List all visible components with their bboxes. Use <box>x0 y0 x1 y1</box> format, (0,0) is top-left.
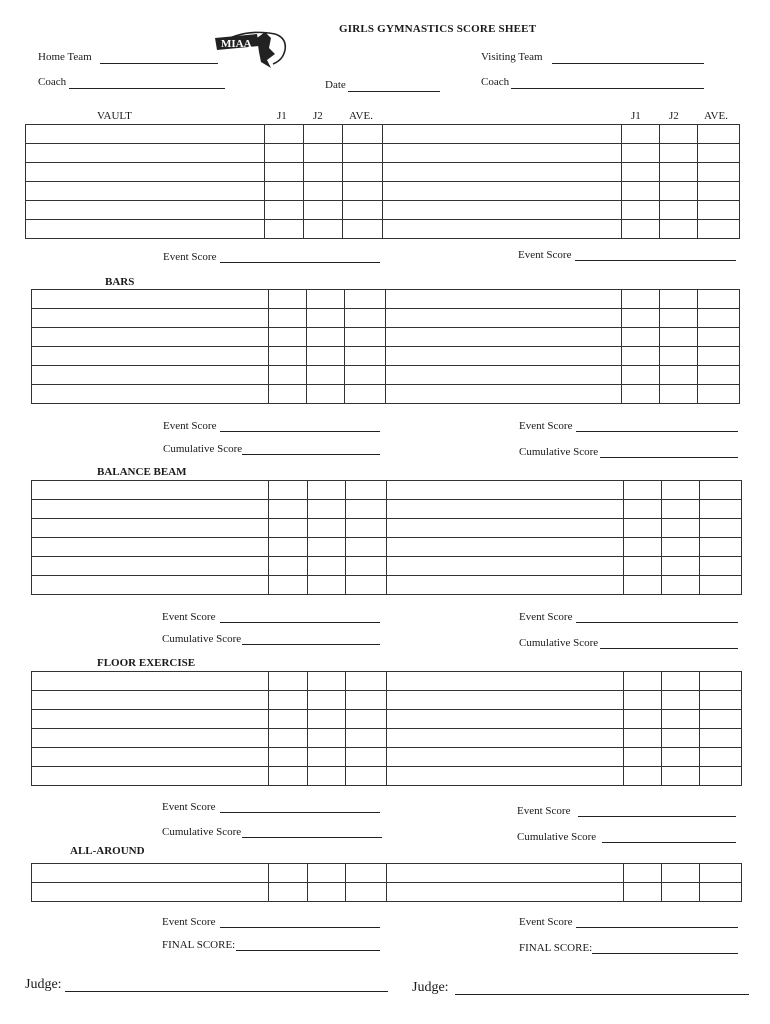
home-coach-label: Coach <box>38 76 67 88</box>
table-row <box>32 767 387 786</box>
table-row <box>32 500 387 519</box>
allaround-home-table[interactable] <box>31 863 387 902</box>
beam-home-cumulative-field[interactable] <box>242 644 380 645</box>
table-row <box>26 144 383 163</box>
allaround-visiting-event-score-label: Event Score <box>519 916 573 928</box>
bars-home-event-score-field[interactable] <box>220 431 380 432</box>
floor-visiting-event-score-field[interactable] <box>578 816 736 817</box>
table-row <box>387 710 742 729</box>
table-row <box>386 290 740 309</box>
floor-home-cumulative-field[interactable] <box>242 837 382 838</box>
bars-visiting-event-score-field[interactable] <box>576 431 738 432</box>
floor-visiting-cumulative-label: Cumulative Score <box>517 831 597 843</box>
visiting-coach-field[interactable] <box>511 88 704 89</box>
table-row <box>32 328 386 347</box>
col-ave-right: AVE. <box>704 110 728 122</box>
visiting-team-field[interactable] <box>552 63 704 64</box>
table-row <box>387 767 742 786</box>
table-row <box>32 557 387 576</box>
beam-visiting-cumulative-label: Cumulative Score <box>519 637 599 649</box>
allaround-home-event-score-label: Event Score <box>162 916 216 928</box>
table-row <box>26 163 383 182</box>
allaround-heading: ALL-AROUND <box>70 845 145 857</box>
allaround-visiting-table[interactable] <box>386 863 742 902</box>
vault-visiting-event-score-label: Event Score <box>518 249 572 261</box>
date-field[interactable] <box>348 91 440 92</box>
table-row <box>32 366 386 385</box>
beam-home-cumulative-label: Cumulative Score <box>162 633 242 645</box>
vault-heading: VAULT <box>97 110 132 122</box>
table-row <box>383 125 740 144</box>
beam-home-event-score-label: Event Score <box>162 611 216 623</box>
allaround-home-event-score-field[interactable] <box>220 927 380 928</box>
table-row <box>383 201 740 220</box>
judge-right-label: Judge: <box>412 980 449 995</box>
table-row <box>32 538 387 557</box>
table-row <box>383 182 740 201</box>
floor-visiting-cumulative-field[interactable] <box>602 842 736 843</box>
bars-visiting-table[interactable] <box>385 289 740 404</box>
table-row <box>386 347 740 366</box>
bars-visiting-cumulative-field[interactable] <box>600 457 738 458</box>
col-j1-left: J1 <box>277 110 287 122</box>
table-row <box>383 220 740 239</box>
date-label: Date <box>325 79 346 91</box>
beam-home-table[interactable] <box>31 480 387 595</box>
page-title: GIRLS GYMNASTICS SCORE SHEET <box>339 23 537 35</box>
home-coach-field[interactable] <box>69 88 225 89</box>
table-row <box>387 557 742 576</box>
floor-home-cumulative-label: Cumulative Score <box>162 826 242 838</box>
table-row <box>387 519 742 538</box>
home-team-field[interactable] <box>100 63 218 64</box>
beam-visiting-table[interactable] <box>386 480 742 595</box>
bars-home-event-score-label: Event Score <box>163 420 217 432</box>
table-row <box>387 691 742 710</box>
home-final-score-label: FINAL SCORE: <box>162 939 236 951</box>
floor-home-event-score-field[interactable] <box>220 812 380 813</box>
bars-visiting-event-score-label: Event Score <box>519 420 573 432</box>
table-row <box>387 576 742 595</box>
miaa-logo <box>213 24 291 74</box>
floor-visiting-event-score-label: Event Score <box>517 805 571 817</box>
beam-home-event-score-field[interactable] <box>220 622 380 623</box>
table-row <box>32 729 387 748</box>
allaround-visiting-event-score-field[interactable] <box>576 927 738 928</box>
judge-right-field[interactable] <box>455 994 749 995</box>
logo-text: MIAA <box>221 38 252 50</box>
table-row <box>387 729 742 748</box>
floor-visiting-table[interactable] <box>386 671 742 786</box>
vault-home-table[interactable] <box>25 124 383 239</box>
judge-left-label: Judge: <box>25 977 62 992</box>
beam-visiting-event-score-label: Event Score <box>519 611 573 623</box>
home-final-score-field[interactable] <box>236 950 380 951</box>
table-row <box>386 385 740 404</box>
visiting-team-label: Visiting Team <box>481 51 543 63</box>
bars-home-table[interactable] <box>31 289 386 404</box>
bars-home-cumulative-label: Cumulative Score <box>163 443 243 455</box>
table-row <box>26 201 383 220</box>
col-j2-right: J2 <box>669 110 679 122</box>
vault-visiting-table[interactable] <box>382 124 740 239</box>
table-row <box>32 481 387 500</box>
vault-visiting-event-score-field[interactable] <box>575 260 736 261</box>
bars-heading: BARS <box>105 276 135 288</box>
vault-home-event-score-field[interactable] <box>220 262 380 263</box>
table-row <box>32 883 387 902</box>
floor-heading: FLOOR EXERCISE <box>97 657 196 669</box>
table-row <box>32 576 387 595</box>
table-row <box>32 347 386 366</box>
table-row <box>383 144 740 163</box>
beam-visiting-event-score-field[interactable] <box>576 622 738 623</box>
table-row <box>32 864 387 883</box>
table-row <box>26 220 383 239</box>
beam-visiting-cumulative-field[interactable] <box>600 648 738 649</box>
table-row <box>383 163 740 182</box>
bars-visiting-cumulative-label: Cumulative Score <box>519 446 599 458</box>
table-row <box>32 290 386 309</box>
bars-home-cumulative-field[interactable] <box>242 454 380 455</box>
home-team-label: Home Team <box>38 51 92 63</box>
table-row <box>32 672 387 691</box>
table-row <box>387 481 742 500</box>
table-row <box>386 366 740 385</box>
floor-home-table[interactable] <box>31 671 387 786</box>
col-j1-right: J1 <box>631 110 641 122</box>
table-row <box>387 672 742 691</box>
table-row <box>32 748 387 767</box>
table-row <box>387 538 742 557</box>
table-row <box>387 864 742 883</box>
table-row <box>387 883 742 902</box>
table-row <box>32 519 387 538</box>
table-row <box>32 710 387 729</box>
table-row <box>386 328 740 347</box>
table-row <box>387 500 742 519</box>
table-row <box>26 125 383 144</box>
table-row <box>32 309 386 328</box>
visiting-final-score-field[interactable] <box>592 953 738 954</box>
visiting-coach-label: Coach <box>481 76 510 88</box>
visiting-final-score-label: FINAL SCORE: <box>519 942 593 954</box>
col-ave-left: AVE. <box>349 110 373 122</box>
col-j2-left: J2 <box>313 110 323 122</box>
judge-left-field[interactable] <box>65 991 388 992</box>
table-row <box>32 385 386 404</box>
floor-home-event-score-label: Event Score <box>162 801 216 813</box>
table-row <box>387 748 742 767</box>
table-row <box>32 691 387 710</box>
table-row <box>386 309 740 328</box>
beam-heading: BALANCE BEAM <box>97 466 187 478</box>
table-row <box>26 182 383 201</box>
vault-home-event-score-label: Event Score <box>163 251 217 263</box>
